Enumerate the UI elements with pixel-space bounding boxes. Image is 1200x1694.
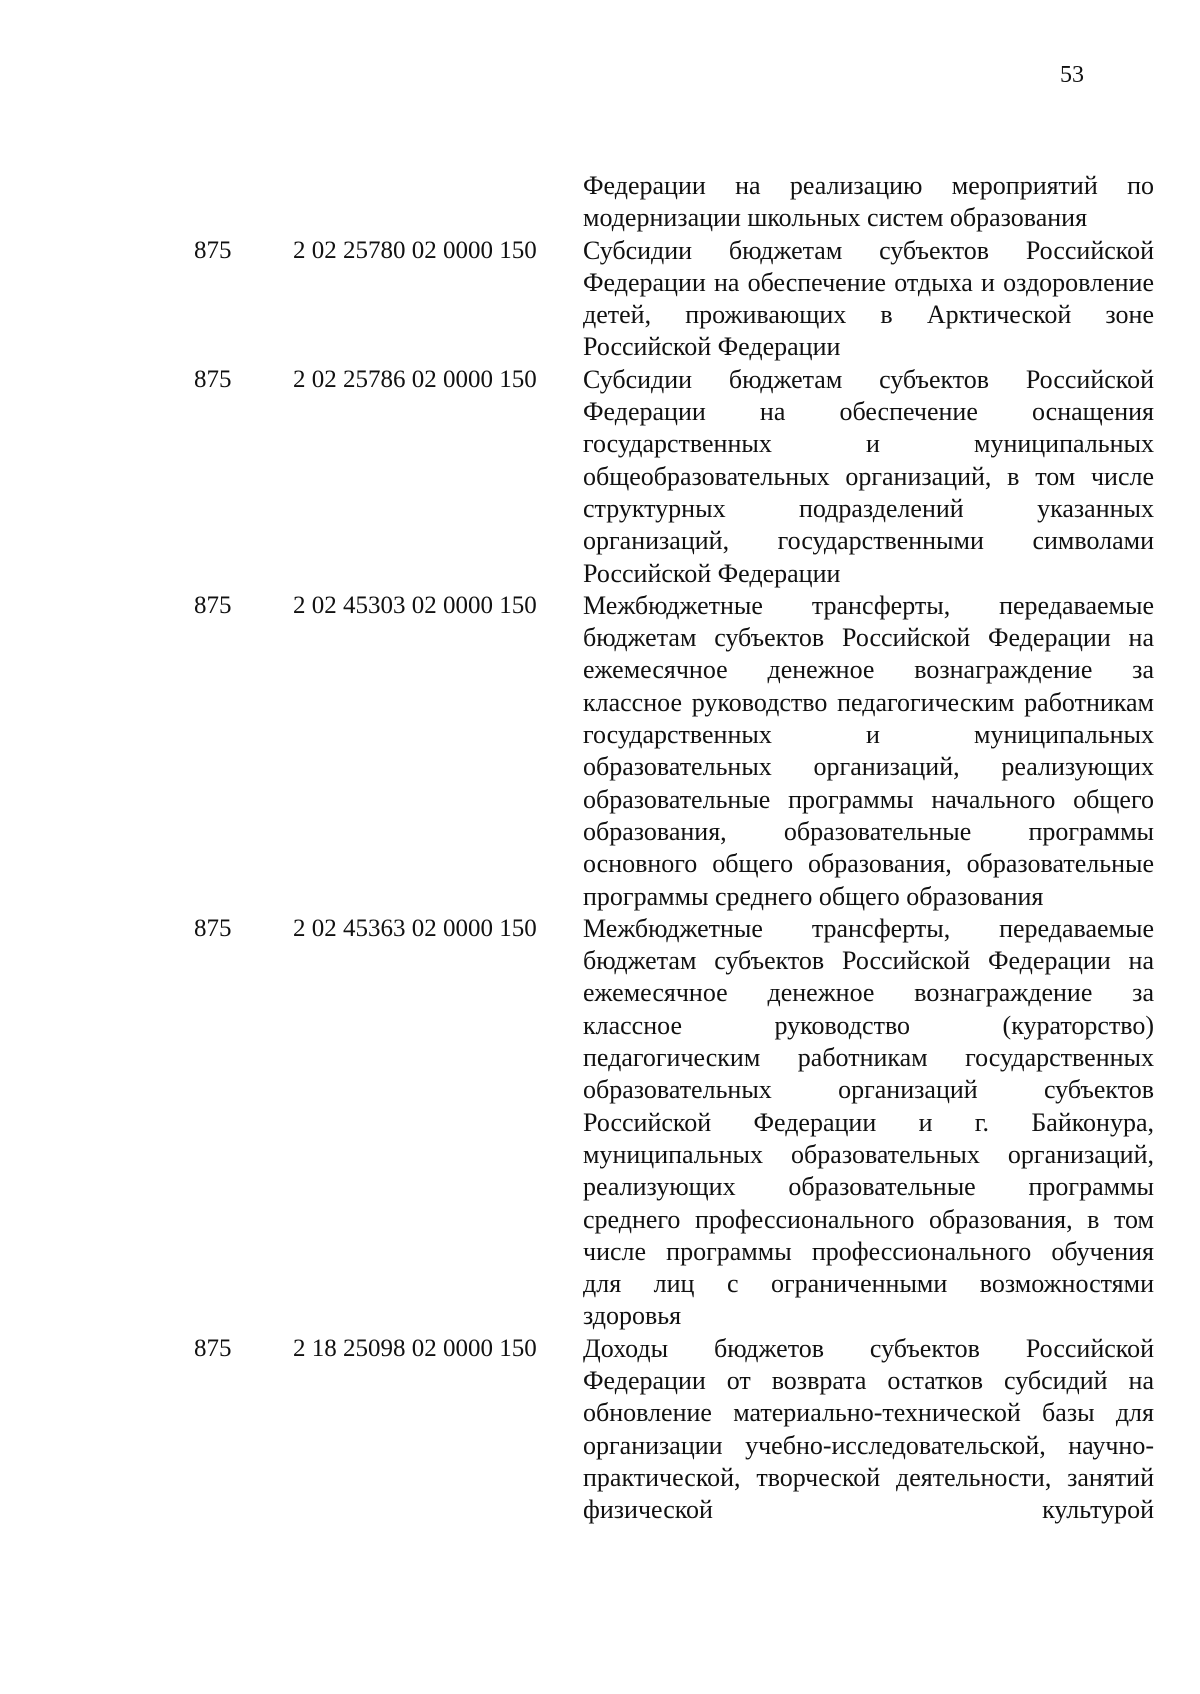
budget-code-cell: 2 02 45303 02 0000 150 bbox=[293, 591, 537, 619]
table-row bbox=[0, 170, 1200, 235]
admin-code-cell: 875 bbox=[194, 1334, 232, 1362]
budget-code-cell: 2 18 25098 02 0000 150 bbox=[293, 1334, 537, 1362]
table-row bbox=[0, 1333, 1200, 1527]
admin-code-cell: 875 bbox=[194, 914, 232, 942]
table-row bbox=[0, 913, 1200, 1333]
budget-code-cell: 2 02 25780 02 0000 150 bbox=[293, 236, 537, 264]
description-cell: Доходы бюджетов субъектов Российской Федерации от возврата остатков субсидий на обновление материально-технической базы для организации учебно-исследовательской, научно-практической, творческой деятельности, занятий физической культурой bbox=[583, 1333, 1154, 1525]
budget-code-cell: 2 02 45363 02 0000 150 bbox=[293, 914, 537, 942]
admin-code-cell: 875 bbox=[194, 591, 232, 619]
table-row bbox=[0, 590, 1200, 913]
description-cell: Межбюджетные трансферты, передаваемые бюджетам субъектов Российской Федерации на ежемесячное денежное вознаграждение за классное руководство (кураторство) педагогическим работникам государственных образовательных организаций субъектов Российской Федерации и г. Байконура, муниципальных образовательных организаций, реализующих образовательные программы среднего профессионального образования, в том числе программы профессионального обучения для лиц с ограниченными возможностями здоровья bbox=[583, 913, 1154, 1331]
table-row bbox=[0, 235, 1200, 364]
budget-codes-table bbox=[0, 170, 1200, 1526]
description-cell: Субсидии бюджетам субъектов Российской Федерации на обеспечение отдыха и оздоровление детей, проживающих в Арктической зоне Российской Федерации bbox=[583, 235, 1154, 362]
description-cell: Субсидии бюджетам субъектов Российской Федерации на обеспечение оснащения государственных и муниципальных общеобразовательных организаций, в том числе структурных подразделений указанных организаций, государственными символами Российской Федерации bbox=[583, 364, 1154, 588]
admin-code-cell: 875 bbox=[194, 365, 232, 393]
description-cell: Федерации на реализацию мероприятий по модернизации школьных систем образования bbox=[583, 171, 1154, 233]
page-number: 53 bbox=[1060, 62, 1084, 88]
admin-code-cell: 875 bbox=[194, 236, 232, 264]
description-cell: Межбюджетные трансферты, передаваемые бюджетам субъектов Российской Федерации на ежемесячное денежное вознаграждение за классное руководство педагогическим работникам государственных и муниципальных образовательных организаций, реализующих образовательные программы начального общего образования, образовательные программы основного общего образования, образовательные программы среднего общего образования bbox=[583, 590, 1154, 911]
table-row bbox=[0, 364, 1200, 590]
budget-code-cell: 2 02 25786 02 0000 150 bbox=[293, 365, 537, 393]
